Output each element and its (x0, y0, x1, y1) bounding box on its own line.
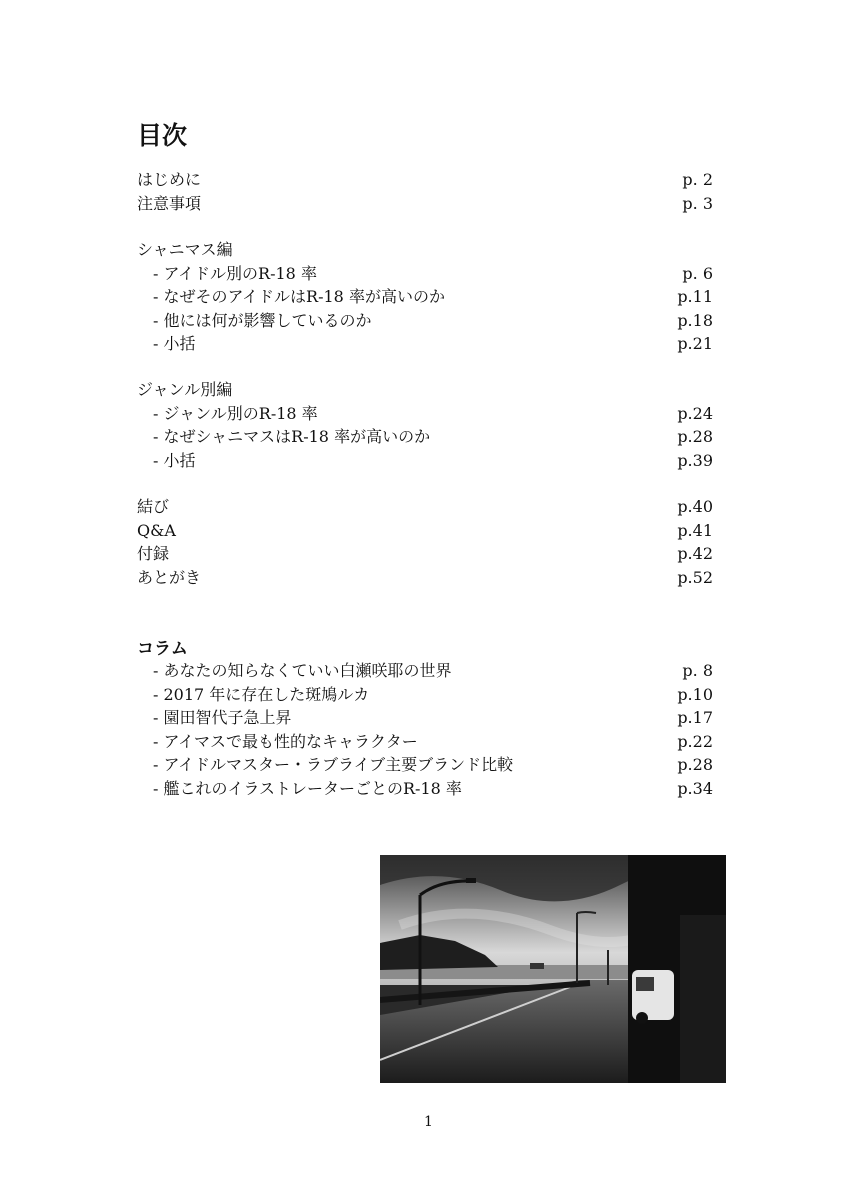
toc-group-genre (137, 378, 713, 472)
column-list (137, 659, 713, 800)
column-label: - 艦これのイラストレーターごとのR-18 率 (153, 778, 462, 798)
column-page-number: p.28 (677, 755, 713, 774)
toc-section-heading (137, 238, 713, 262)
toc-label: - 小括 (153, 450, 196, 470)
toc-row (137, 449, 713, 473)
column-page-number: p.22 (677, 731, 713, 751)
column-page-number: p.10 (677, 684, 713, 704)
toc-row (137, 425, 713, 449)
toc-row (137, 542, 713, 566)
column-row (137, 683, 713, 707)
column-page-number: p.17 (677, 708, 713, 727)
toc-row (137, 262, 713, 286)
toc-page-number: p. 6 (682, 263, 713, 283)
toc-row (137, 192, 713, 216)
toc-row (137, 566, 713, 590)
column-row (137, 753, 713, 777)
column-label: - あなたの知らなくていい白瀬咲耶の世界 (153, 661, 452, 680)
page-number: 1 (424, 1114, 433, 1130)
column-heading: コラム (137, 639, 188, 659)
column-label: - アイマスで最も性的なキャラクター (153, 731, 418, 751)
toc-label: - ジャンル別のR-18 率 (153, 403, 318, 423)
toc-row (137, 285, 713, 309)
toc-label: - なぜそのアイドルはR-18 率が高いのか (153, 287, 445, 306)
toc-page-number: p. 2 (682, 170, 713, 189)
toc-label: - なぜシャニマスはR-18 率が高いのか (153, 427, 431, 446)
column-row (137, 659, 713, 683)
toc-label: - アイドル別のR-18 率 (153, 263, 317, 283)
toc-page-number: p.24 (677, 403, 713, 423)
toc-label: はじめに (137, 170, 202, 189)
column-row (137, 706, 713, 730)
toc-group-shinymas (137, 238, 713, 356)
toc-label: 注意事項 (137, 193, 202, 213)
column-page-number: p. 8 (682, 661, 713, 680)
toc-label: シャニマス編 (137, 240, 233, 259)
toc-row (137, 402, 713, 426)
toc-label: - 小括 (153, 334, 196, 353)
toc-label: 付録 (137, 544, 170, 563)
toc-row (137, 519, 713, 543)
column-row (137, 777, 713, 801)
toc-label: ジャンル別編 (137, 380, 233, 399)
toc-group-closing (137, 495, 713, 589)
toc-page-number: p.28 (677, 427, 713, 446)
toc-label: Q&A (137, 520, 176, 540)
toc-page-number: p.41 (677, 520, 713, 540)
toc-page-number: p.52 (677, 567, 713, 587)
toc-page-number: p.21 (677, 334, 713, 353)
coastal-road-photo (380, 855, 726, 1083)
toc-page-number: p.39 (677, 450, 713, 470)
toc-row (137, 309, 713, 333)
toc-label: - 他には何が影響しているのか (153, 310, 372, 330)
toc-page-number: p. 3 (682, 193, 713, 213)
toc-row (137, 332, 713, 356)
toc-page-number: p.18 (677, 310, 713, 330)
column-row (137, 730, 713, 754)
toc-row (137, 168, 713, 192)
column-label: - アイドルマスター・ラブライブ主要ブランド比較 (153, 755, 514, 774)
toc-label: あとがき (137, 567, 202, 587)
page-title: 目次 (137, 121, 188, 150)
column-label: - 2017 年に存在した斑鳩ルカ (153, 684, 370, 704)
toc-group-intro (137, 168, 713, 215)
toc-page-number: p.40 (677, 497, 713, 516)
toc-row (137, 495, 713, 519)
toc-label: 結び (137, 497, 170, 516)
toc-section-heading (137, 378, 713, 402)
toc-page-number: p.42 (677, 544, 713, 563)
column-label: - 園田智代子急上昇 (153, 708, 292, 727)
column-page-number: p.34 (677, 778, 713, 798)
toc-page-number: p.11 (677, 287, 713, 306)
